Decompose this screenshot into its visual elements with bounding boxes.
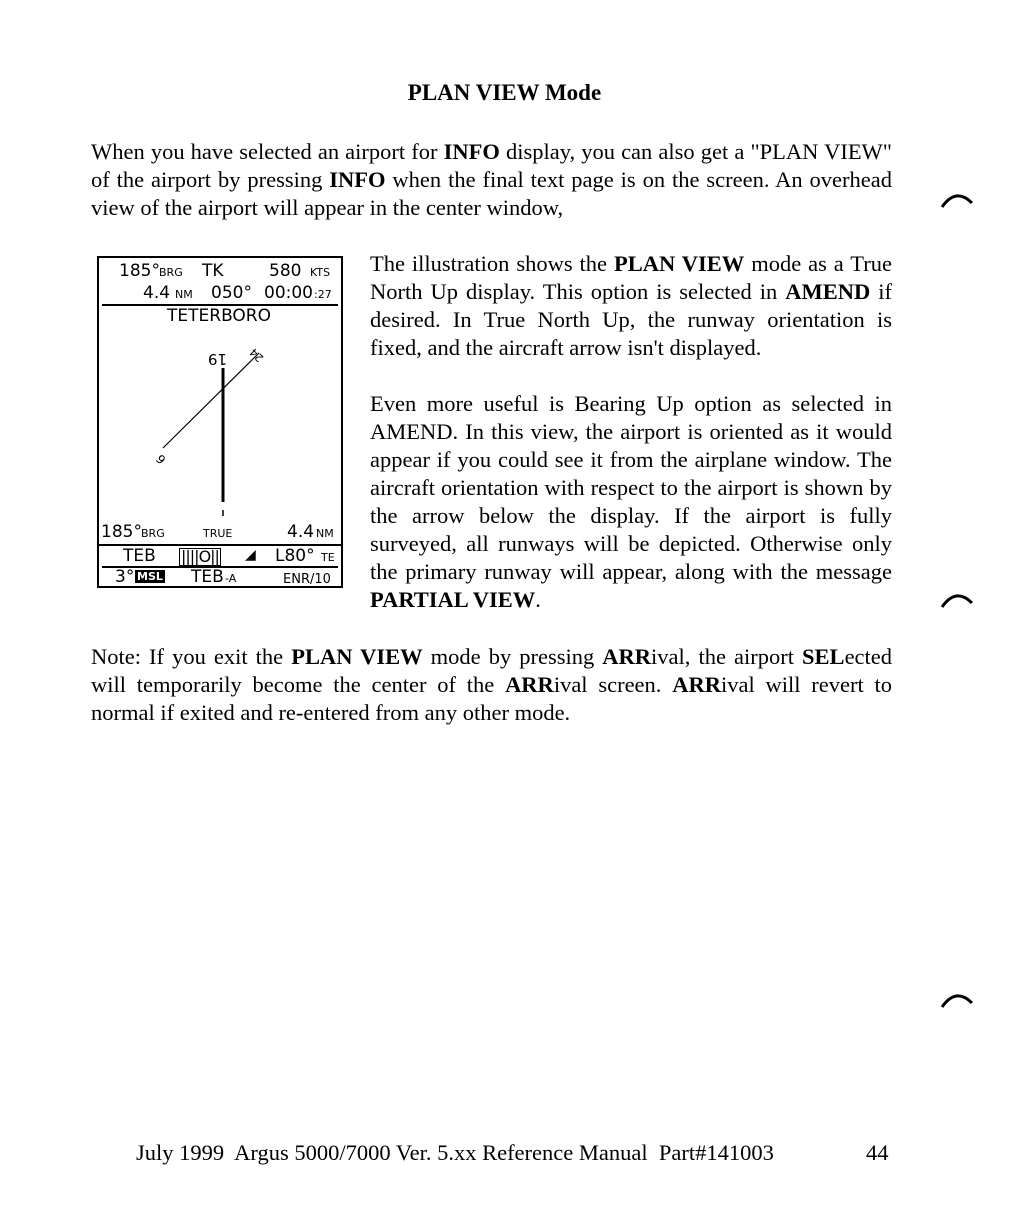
display-row-bearing: 185° BRG TK 580 KTS (119, 261, 331, 281)
display-row-altitude: 3° MSL TEB -A ENR/10 (115, 567, 331, 587)
page-title: PLAN VIEW Mode (407, 80, 602, 105)
description-paragraph-2: Even more useful is Bearing Up option as selected in AMEND. In this view, the airport is oriented as it would appear if you could see it from the airplane window. The aircraft orientation with respect to the airport is shown by the arrow below the display. If the airport is fully surveyed, all runways will be depicted. Otherwise only the primary runway will appear, along with the message PARTIAL VIEW. (370, 391, 892, 612)
binding-hole-mark (938, 985, 978, 1015)
display-row-distance: 4.4 NM 050° 00:00 :27 (143, 283, 332, 303)
display-row-ident: TEB ||||O|| ◢ L80° TE (123, 546, 335, 566)
runway-bars: ||||O|| (181, 547, 219, 566)
intro-paragraph: When you have selected an airport for INFO display, you can also get a "PLAN VIEW" of the airport by pressing INFO when the final text page is on the screen. An overhead view of the airport will appear in the center window, (91, 139, 892, 220)
flag-icon: ◢ (245, 547, 256, 563)
runway-label-6: 6 (153, 451, 169, 467)
runway-label-24: 24 (247, 345, 267, 365)
airport-runway-map (99, 330, 341, 520)
display-row-true: 185° BRG TRUE 4.4 NM (101, 522, 334, 542)
binding-hole-mark (938, 185, 978, 215)
page-number: 44 (866, 1140, 889, 1165)
plan-view-display (97, 256, 343, 588)
note-paragraph: Note: If you exit the PLAN VIEW mode by pressing ARRival, the airport SELected will temporarily become the center of the ARRival screen. ARRival will revert to normal if exited and re-entered from any other mode. (91, 644, 893, 725)
description-paragraph-1: The illustration shows the PLAN VIEW mode as a True North Up display. This option is selected in AMEND if desired. In True North Up, the runway orientation is fixed, and the aircraft arrow isn't displayed. (370, 251, 892, 360)
binding-hole-mark (938, 585, 978, 615)
footer-text: July 1999 Argus 5000/7000 Ver. 5.xx Reference Manual Part#141003 (136, 1140, 774, 1165)
msl-badge: MSL (137, 570, 163, 583)
display-airport-name: TETERBORO (167, 306, 272, 326)
page-footer (136, 1140, 889, 1166)
runway-label-19: 19 (207, 350, 227, 368)
